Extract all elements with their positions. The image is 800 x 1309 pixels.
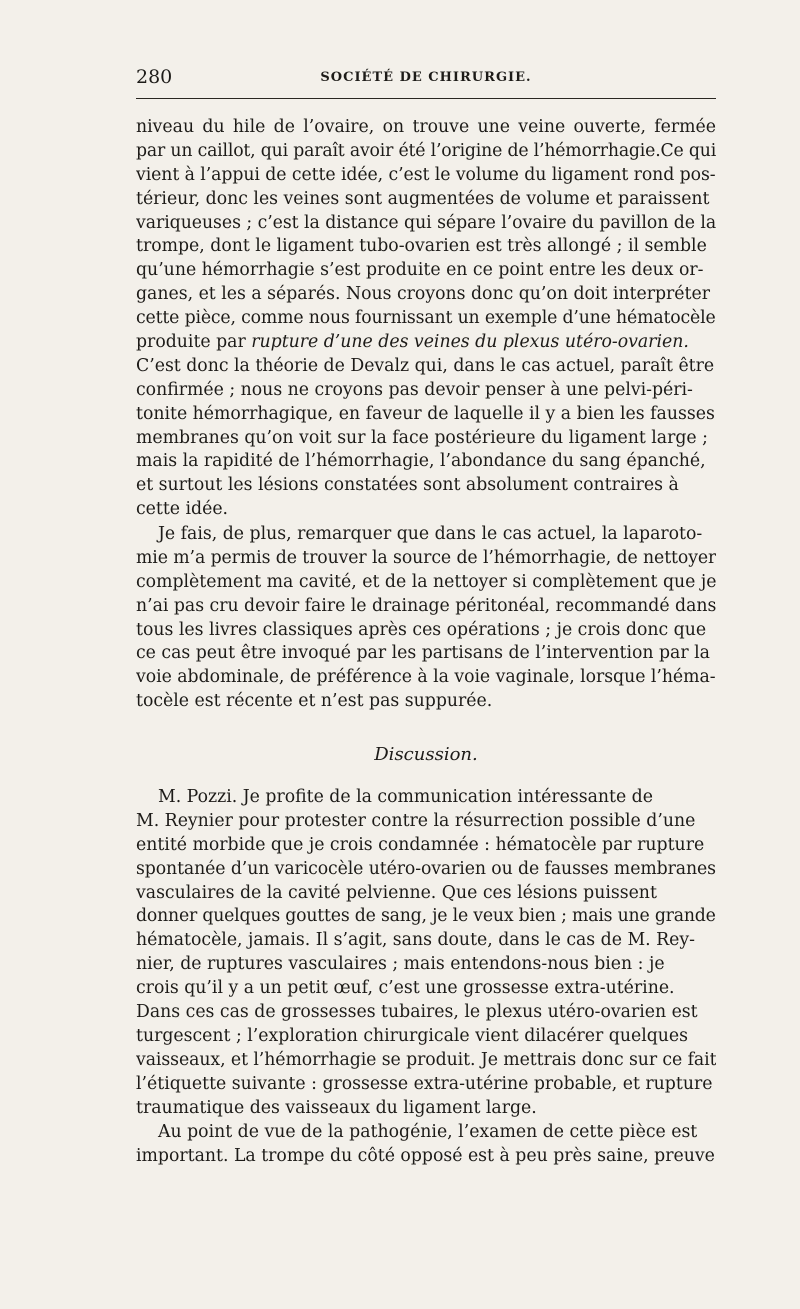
text-line: cette pièce, comme nous fournissant un exemple d’une hématocèle bbox=[136, 308, 716, 329]
text-line: C’est donc la théorie de Devalz qui, dans le cas actuel, paraît être bbox=[136, 355, 715, 376]
text-line: spontanée d’un varicocèle utéro-ovarien ou de fausses membranes bbox=[136, 858, 716, 879]
paragraph-4 bbox=[136, 1121, 716, 1169]
text-span: produite par bbox=[136, 332, 252, 353]
page-header bbox=[136, 66, 716, 96]
text-line bbox=[136, 331, 716, 355]
text-line: térieur, donc les veines sont augmentées de volume et paraissent bbox=[136, 188, 710, 209]
text-line: hématocèle, jamais. Il s’agit, sans doute, dans le cas de M. Rey- bbox=[136, 930, 695, 951]
text-line: variqueuses ; c’est la distance qui sépare l’ovaire du pavillon de la bbox=[136, 212, 716, 233]
text-line: ganes, et les a séparés. Nous croyons donc qu’on doit interpréter bbox=[136, 284, 710, 305]
text-line: qu’une hémorrhagie s’est produite en ce point entre les deux or- bbox=[136, 260, 704, 281]
text-line: entité morbide que je crois condamnée : hématocèle par rupture bbox=[136, 834, 705, 855]
text-line: mie m’a permis de trouver la source de l’hémorrhagie, de nettoyer bbox=[136, 547, 716, 568]
text-line: ce cas peut être invoqué par les partisans de l’intervention par la bbox=[136, 643, 710, 664]
text-line: vaisseaux, et l’hémorrhagie se produit. Je mettrais donc sur ce fait bbox=[136, 1049, 716, 1070]
text-line: vient à l’appui de cette idée, c’est le volume du ligament rond pos- bbox=[136, 164, 716, 185]
text-line: Dans ces cas de grossesses tubaires, le plexus utéro-ovarien est bbox=[136, 1002, 698, 1023]
text-line: tous les livres classiques après ces opérations ; je crois donc que bbox=[136, 619, 707, 640]
paragraph-1 bbox=[136, 116, 716, 522]
text-line: tonite hémorrhagique, en faveur de laquelle il y a bien les fausses bbox=[136, 403, 715, 424]
text-line: n’ai pas cru devoir faire le drainage péritonéal, recommandé dans bbox=[136, 595, 716, 616]
italic-phrase: rupture d’une des veines du plexus utéro-ovarien. bbox=[251, 332, 689, 353]
text-line: traumatique des vaisseaux du ligament large. bbox=[136, 1097, 537, 1118]
text-line: important. La trompe du côté opposé est à peu près saine, preuve bbox=[136, 1145, 715, 1166]
text-line: turgescent ; l’exploration chirurgicale vient dilacérer quelques bbox=[136, 1025, 689, 1046]
text-line: mais la rapidité de l’hémorrhagie, l’abondance du sang épanché, bbox=[136, 451, 706, 472]
page-number: 280 bbox=[136, 66, 173, 88]
text-line: vasculaires de la cavité pelvienne. Que ces lésions puissent bbox=[136, 882, 657, 903]
text-line: nier, de ruptures vasculaires ; mais entendons-nous bien : je bbox=[136, 954, 665, 975]
header-rule bbox=[136, 98, 716, 99]
text-line: membranes qu’on voit sur la face postérieure du ligament large ; bbox=[136, 427, 708, 448]
text-line: donner quelques gouttes de sang, je le veux bien ; mais une grande bbox=[136, 906, 716, 927]
text-line: M. Pozzi. Je profite de la communication intéressante de bbox=[158, 787, 653, 807]
text-line: Au point de vue de la pathogénie, l’examen de cette pièce est bbox=[158, 1122, 698, 1142]
text-line: tocèle est récente et n’est pas suppurée. bbox=[136, 691, 493, 712]
paragraph-2 bbox=[136, 523, 716, 714]
paragraph-3 bbox=[136, 786, 716, 1120]
text-line: niveau du hile de l’ovaire, on trouve une veine ouverte, fermée bbox=[136, 117, 716, 137]
text-line: complètement ma cavité, et de la nettoyer si complètement que je bbox=[136, 571, 716, 592]
running-title: SOCIÉTÉ DE CHIRURGIE. bbox=[320, 70, 532, 85]
text-line: voie abdominale, de préférence à la voie vaginale, lorsque l’héma- bbox=[136, 667, 716, 688]
text-line: confirmée ; nous ne croyons pas devoir penser à une pelvi-péri- bbox=[136, 379, 693, 400]
text-line: et surtout les lésions constatées sont absolument contraires à bbox=[136, 475, 679, 496]
section-heading: Discussion. bbox=[374, 744, 478, 765]
text-line: cette idée. bbox=[136, 499, 229, 520]
text-line: trompe, dont le ligament tubo-ovarien est très allongé ; il semble bbox=[136, 236, 707, 257]
text-line: crois qu’il y a un petit œuf, c’est une grossesse extra-utérine. bbox=[136, 978, 675, 999]
text-line: M. Reynier pour protester contre la résurrection possible d’une bbox=[136, 810, 696, 831]
text-line: l’étiquette suivante : grossesse extra-utérine probable, et rupture bbox=[136, 1073, 713, 1094]
text-line: Je fais, de plus, remarquer que dans le cas actuel, la laparoto- bbox=[158, 524, 703, 544]
text-line: par un caillot, qui paraît avoir été l’origine de l’hémorrhagie.Ce qui bbox=[136, 140, 716, 161]
